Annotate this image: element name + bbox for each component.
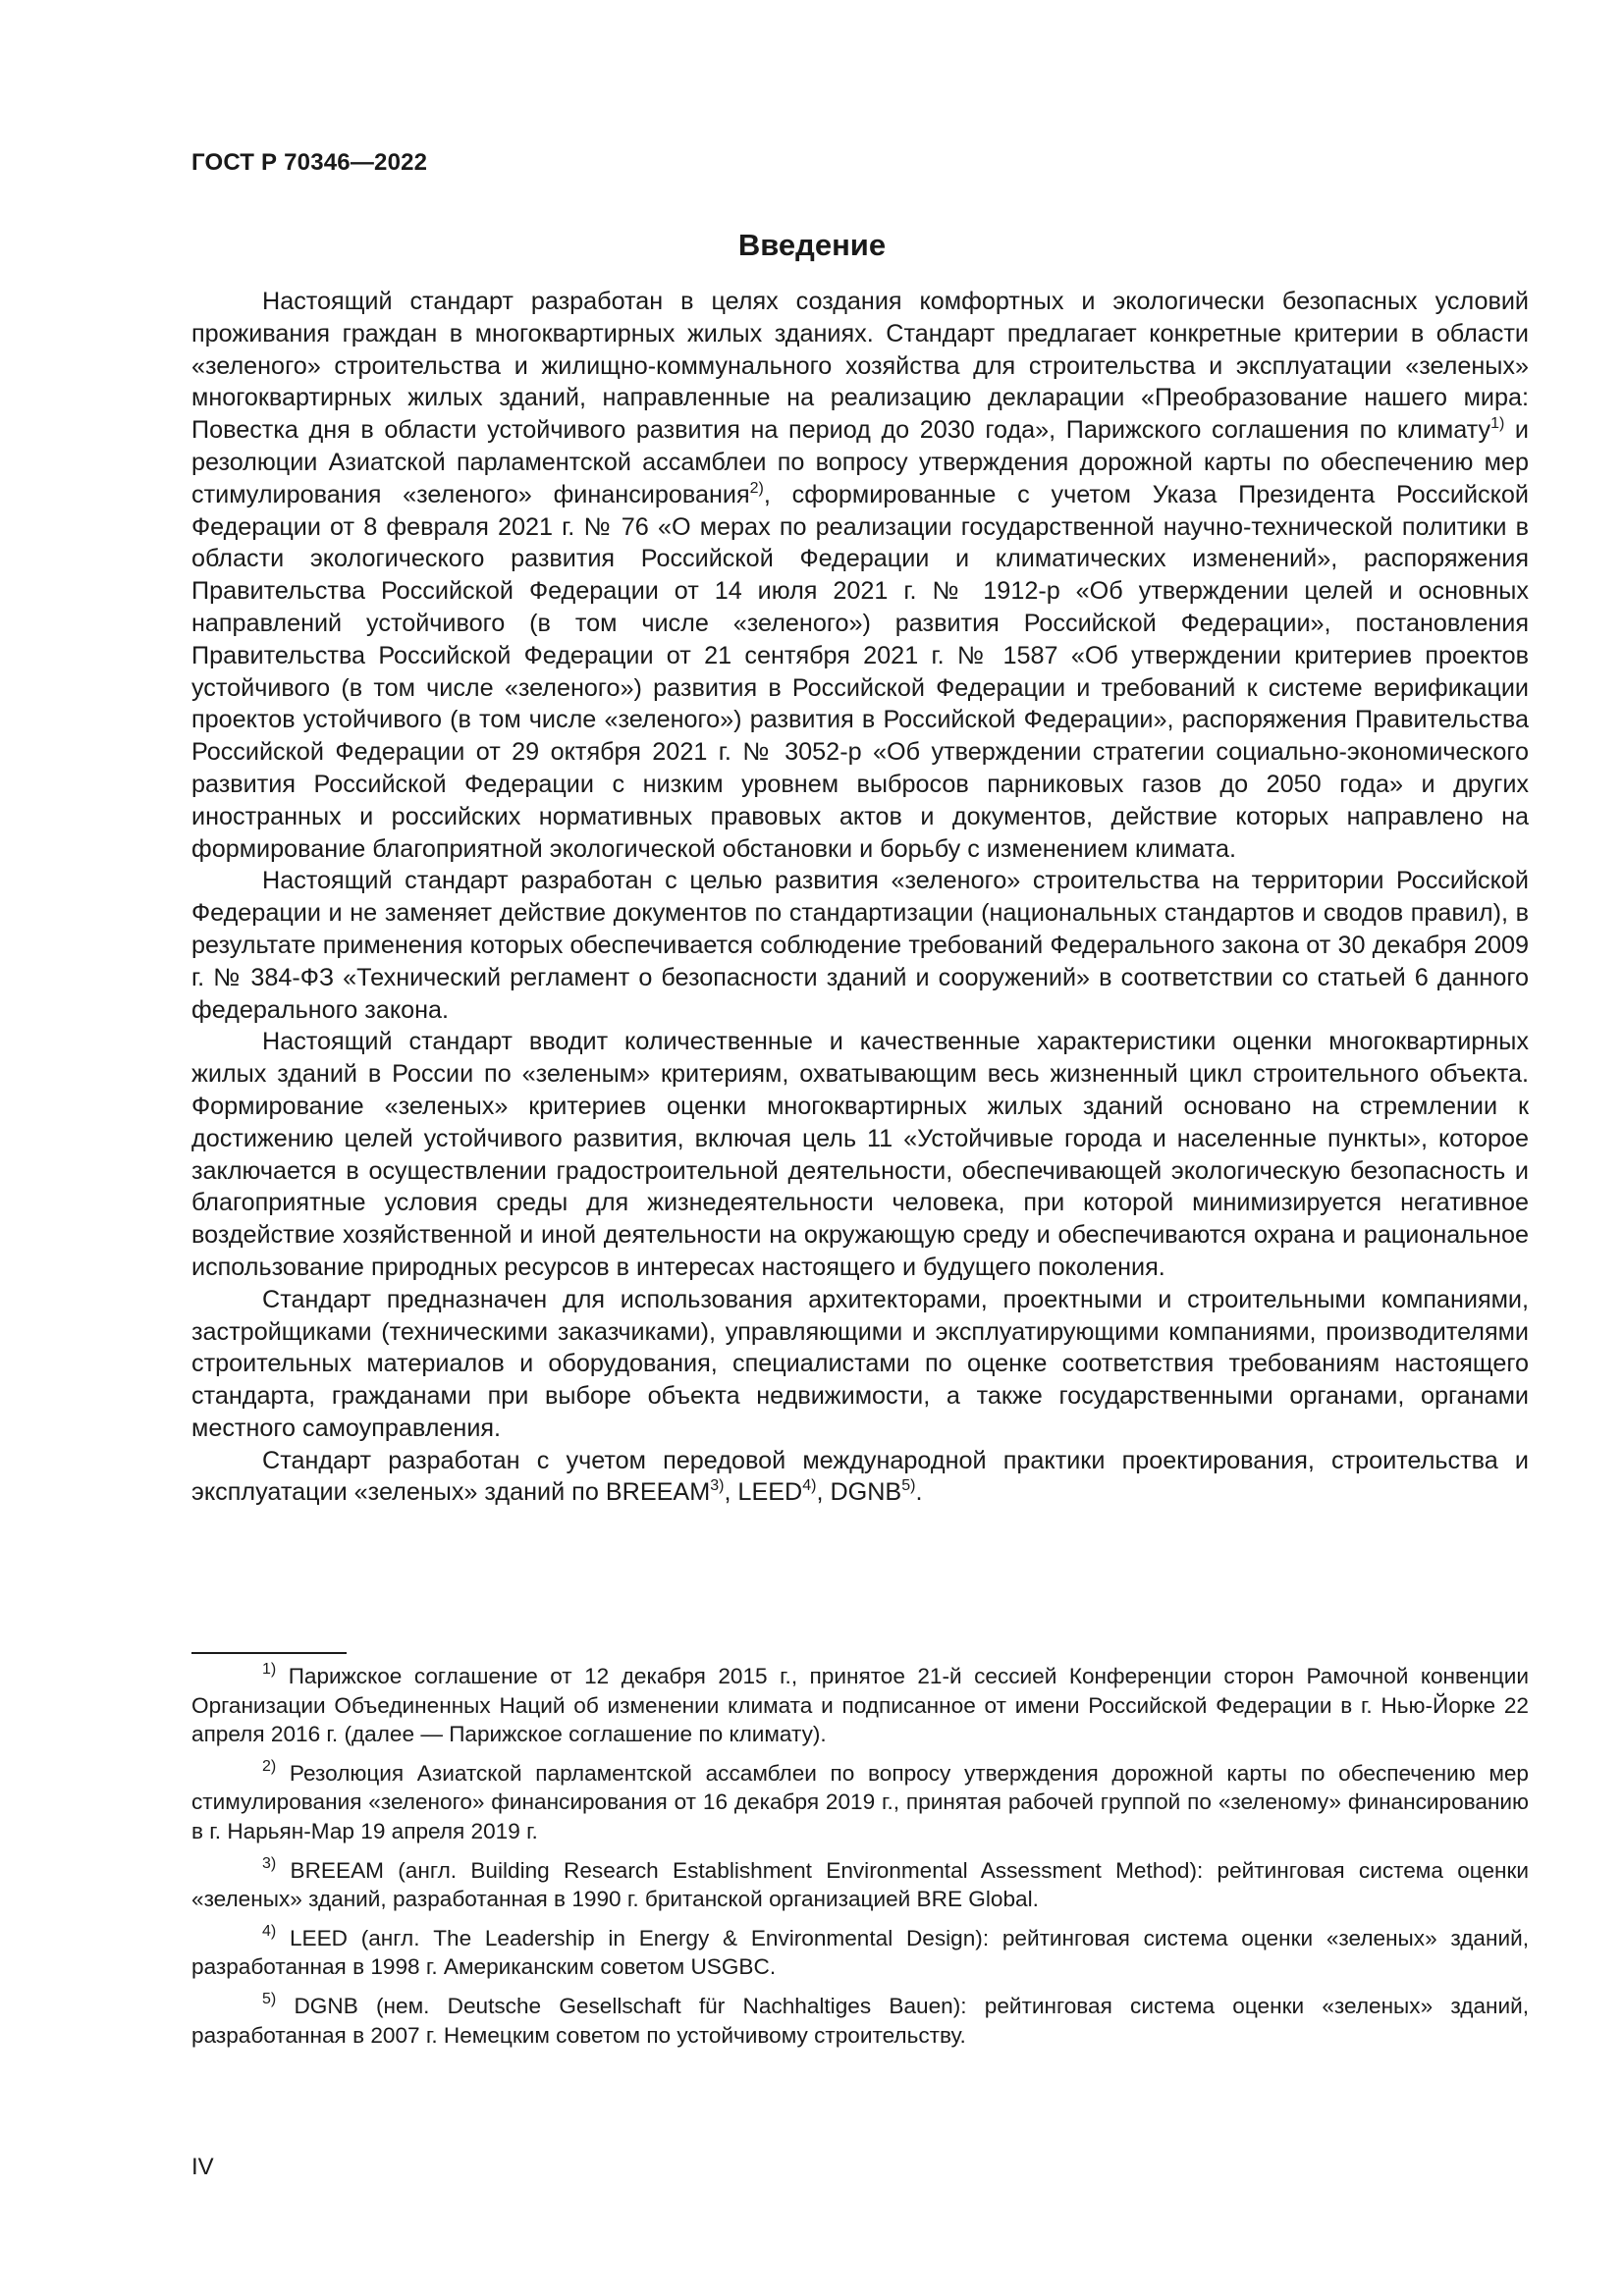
footnote (191, 1759, 1529, 1846)
footnotes (191, 1662, 1529, 2059)
footnote-ref[interactable]: 2) (749, 479, 764, 497)
footnote-ref[interactable]: 3) (710, 1477, 725, 1495)
document-code: ГОСТ Р 70346—2022 (191, 149, 428, 176)
footnote-text: Парижское соглашение от 12 декабря 2015 г., принятое 21-й сессией Конференции сторон Рамочной конвенции Организации Объединенных Наций об изменении климата и подписанное от имени Российской Федерации в г. Нью-Йорке 22 апреля 2016 г. (далее — Парижское соглашение по климату). (191, 1664, 1529, 1747)
paragraph (191, 1284, 1529, 1445)
footnote-mark: 2) (262, 1757, 277, 1775)
footnote (191, 1662, 1529, 1749)
page-number: IV (191, 2154, 214, 2180)
footnote-text: Резолюция Азиатской парламентской ассамблеи по вопросу утверждения дорожной карты по обеспечению мер стимулирования «зеленого» финансирования от 16 декабря 2019 г., принятая рабочей группой по «зеленому» финансированию в г. Нарьян-Мар 19 апреля 2019 г. (191, 1760, 1529, 1843)
section-title: Введение (737, 228, 887, 262)
paragraph-text: Настоящий стандарт разработан с целью развития «зеленого» строительства на территории Российской Федерации и не заменяет действие документов по стандартизации (национальных стандартов и сводов правил), в результате применения которых обеспечивается соблюдение требований Федерального закона от 30 декабря 2009 г. № 384-ФЗ «Технический регламент о безопасности зданий и сооружений» в соответствии со статьей 6 данного федерального закона. (191, 867, 1529, 1024)
footnote-mark: 1) (262, 1661, 277, 1678)
paragraph-text: . (915, 1478, 923, 1507)
footnote-mark: 3) (262, 1854, 277, 1872)
paragraph (191, 286, 1529, 865)
paragraph-text: и резолюции Азиатской парламентской ассамблеи по вопросу утверждения дорожной карты по обеспечению мер стимулирования «зеленого» финансирования (191, 416, 1529, 508)
paragraph-text: Настоящий стандарт вводит количественные и качественные характеристики оценки многоквартирных жилых зданий в России по «зеленым» критериям, охватывающим весь жизненный цикл строительного объекта. Формирование «зеленых» критериев оценки многоквартирных жилых зданий основано на стремлении к достижению целей устойчивого развития, включая цель 11 «Устойчивые города и населенные пункты», которое заключается в осуществлении градостроительной деятельности, обеспечивающей экологическую безопасность и благоприятные условия среды для жизнедеятельности человека, при которой минимизируется негативное воздействие хозяйственной и иной деятельности на окружающую среду и обеспечиваются охрана и рациональное использование природных ресурсов в интересах настоящего и будущего поколения. (191, 1028, 1529, 1281)
paragraph (191, 865, 1529, 1026)
footnote-text: LEED (англ. The Leadership in Energy & Environmental Design): рейтинговая система оценки «зеленых» зданий, разработанная в 1998 г. Американским советом USGBC. (191, 1925, 1529, 1980)
footnote (191, 1924, 1529, 1982)
footnote-separator (191, 1652, 347, 1654)
footnote-text: BREEAM (англ. Building Research Establishment Environmental Assessment Method): рейтинговая система оценки «зеленых» зданий, разработанная в 1990 г. британской организацией BRE Global. (191, 1857, 1529, 1912)
paragraph (191, 1026, 1529, 1283)
footnote-ref[interactable]: 1) (1490, 415, 1505, 433)
paragraph (191, 1445, 1529, 1510)
paragraph-text: , сформированные с учетом Указа Президента Российской Федерации от 8 февраля 2021 г. № 76 «О мерах по реализации государственной научно-технической политики в области экологического развития Российской Федерации и климатических изменений», распоряжения Правительства Российской Федерации от 14 июля 2021 г. № 1912-р «Об утверждении целей и основных направлений устойчивого (в том числе «зеленого») развития Российской Федерации», постановления Правительства Российской Федерации от 21 сентября 2021 г. № 1587 «Об утверждении критериев проектов устойчивого (в том числе «зеленого») развития в Российской Федерации и требований к системе верификации проектов устойчивого (в том числе «зеленого») развития в Российской Федерации», распоряжения Правительства Российской Федерации от 29 октября 2021 г. № 3052-р «Об утверждении стратегии социально-экономического развития Российской Федерации с низким уровнем выбросов парниковых газов до 2050 года» и других иностранных и российских нормативных правовых актов и документов, действие которых направлено на формирование благоприятной экологической обстановки и борьбу с изменением климата. (191, 480, 1529, 863)
footnote-text: DGNB (нем. Deutsche Gesellschaft für Nachhaltiges Bauen): рейтинговая система оценки «зеленых» зданий, разработанная в 2007 г. Немецким советом по устойчивому строительству. (191, 1993, 1529, 2048)
footnote-ref[interactable]: 5) (901, 1477, 916, 1495)
paragraph-text: Стандарт предназначен для использования архитекторами, проектными и строительными компаниями, застройщиками (техническими заказчиками), управляющими и эксплуатирующими компаниями, производителями строительных материалов и оборудования, специалистами по оценке соответствия требованиям настоящего стандарта, гражданами при выборе объекта недвижимости, а также государственными органами, органами местного самоуправления. (191, 1285, 1529, 1442)
footnote-ref[interactable]: 4) (802, 1477, 817, 1495)
footnote (191, 1856, 1529, 1914)
paragraph-text: Стандарт разработан с учетом передовой международной практики проектирования, строительства и эксплуатации «зеленых» зданий по BREEAM (191, 1446, 1529, 1507)
footnote-mark: 5) (262, 1990, 277, 2007)
introduction-body (191, 286, 1529, 1509)
paragraph-text: , LEED (724, 1478, 803, 1507)
paragraph-text: , DGNB (816, 1478, 902, 1507)
footnote-mark: 4) (262, 1922, 277, 1940)
paragraph-text: Настоящий стандарт разработан в целях создания комфортных и экологически безопасных условий проживания граждан в многоквартирных жилых зданиях. Стандарт предлагает конкретные критерии в области «зеленого» строительства и жилищно-коммунального хозяйства для строительства и эксплуатации «зеленых» многоквартирных жилых зданий, направленные на реализацию декларации «Преобразование нашего мира: Повестка дня в области устойчивого развития на период до 2030 года», Парижского соглашения по климату (191, 288, 1529, 445)
footnote (191, 1992, 1529, 2050)
